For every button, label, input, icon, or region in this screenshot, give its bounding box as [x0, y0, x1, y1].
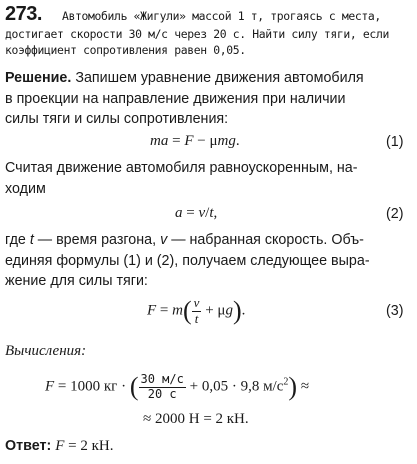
- line6-post: — набранная скорость. Объ-: [167, 232, 364, 248]
- calculation-line-2: ≈ 2000 Н = 2 кН.: [143, 411, 249, 427]
- equation-2-label: (2): [386, 206, 404, 222]
- answer-F: F: [55, 438, 65, 454]
- answer-value: = 2 кН.: [64, 438, 114, 454]
- calculation-line-1: [45, 372, 309, 402]
- eq1-F: F: [184, 133, 194, 149]
- solution-line-7: единяя формулы (1) и (2), получаем следующее выра-: [5, 253, 370, 269]
- line6-pre: где: [5, 232, 30, 248]
- calc-superscript: 2: [283, 376, 289, 388]
- solution-line-6: [5, 232, 364, 248]
- line6-t: t: [29, 232, 34, 248]
- problem-condition-line-3: коэффициент сопротивления равен 0,05.: [5, 43, 246, 57]
- calc-frac-num: 30 м/с: [140, 372, 184, 387]
- solution-label: Решение.: [5, 70, 72, 86]
- eq3-equals: =: [156, 302, 173, 319]
- line6-mid: — время разгона,: [33, 232, 161, 248]
- eq3-open-paren: (: [182, 296, 192, 325]
- equation-1: [150, 133, 240, 150]
- solution-line-2: в проекции на направление движения при наличии: [5, 91, 346, 107]
- answer-label: Ответ:: [5, 438, 52, 454]
- eq3-F: F: [147, 302, 157, 319]
- calculations-label: Вычисления:: [5, 343, 87, 359]
- eq2-equals: =: [182, 205, 199, 221]
- solution-line-4: Считая движение автомобиля равноускоренным, на-: [5, 160, 358, 176]
- solution-line-8: жение для силы тяги:: [5, 273, 148, 289]
- calc-approx: ≈: [297, 378, 310, 395]
- eq1-minus-mu: − μ: [193, 133, 218, 149]
- solution-line-1: [5, 70, 364, 86]
- eq2-slash: /: [205, 205, 210, 221]
- calc-F: F: [45, 378, 55, 395]
- eq3-plus-mu: + μ: [201, 302, 226, 319]
- calc-open-paren: (: [129, 372, 139, 401]
- calc-rest: + 0,05 · 9,8 м/с: [185, 378, 284, 395]
- eq1-mg: mg: [217, 133, 236, 149]
- eq2-a: a: [175, 205, 183, 221]
- calc-fraction: [139, 373, 186, 400]
- calc-mass: = 1000 кг ·: [54, 378, 130, 395]
- solution-line-1-text: Запишем уравнение движения автомобиля: [71, 70, 364, 86]
- eq2-v: v: [198, 205, 206, 221]
- problem-condition-line-1: Автомобиль «Жигули» массой 1 т, трогаясь с места,: [62, 9, 381, 23]
- eq3-g: g: [225, 302, 233, 319]
- solution-line-3: силы тяги и силы сопротивления:: [5, 111, 229, 127]
- equation-3-label: (3): [386, 303, 404, 319]
- eq3-m: m: [172, 302, 183, 319]
- eq2-t: t: [209, 205, 214, 221]
- calc-close-paren: ): [288, 372, 298, 401]
- eq3-period: .: [241, 302, 246, 319]
- equation-2: [175, 205, 217, 222]
- eq3-frac-num: v: [193, 295, 200, 311]
- eq2-comma: ,: [213, 205, 218, 221]
- problem-condition-line-2: достигает скорости 30 м/с через 20 с. Найти силу тяги, если: [5, 27, 389, 41]
- answer: [5, 438, 114, 455]
- eq1-ma: ma: [150, 133, 169, 149]
- eq3-close-paren: ): [232, 296, 242, 325]
- line6-v: v: [160, 232, 168, 248]
- calc-frac-den: 20 с: [147, 386, 177, 401]
- equation-1-label: (1): [386, 134, 404, 150]
- eq1-period: .: [235, 133, 240, 149]
- problem-number: 273.: [5, 3, 42, 25]
- solution-line-5: ходим: [5, 181, 46, 197]
- eq1-equals: =: [168, 133, 185, 149]
- equation-3: [147, 296, 245, 326]
- eq3-frac-den: t: [194, 310, 199, 326]
- eq3-fraction: [192, 296, 202, 326]
